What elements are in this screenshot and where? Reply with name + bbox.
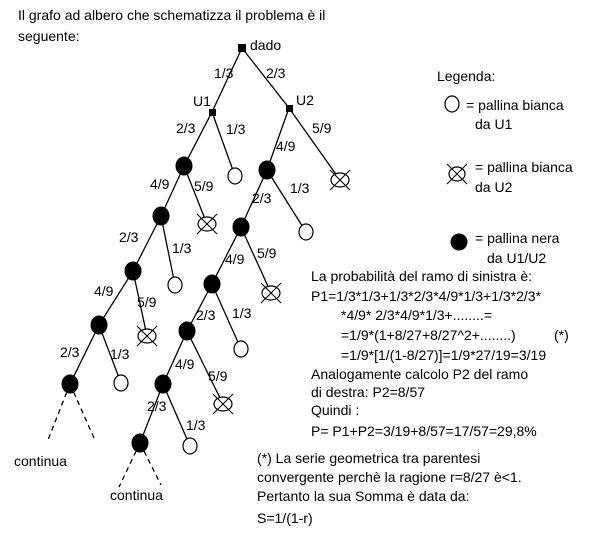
black-ball [176, 157, 192, 175]
explanation [311, 268, 569, 439]
white-ball-u2 [137, 326, 157, 346]
legend-item3-line2: da U1/U2 [487, 250, 547, 266]
explanation-line: =1/9*[1/(1-8/27)]=1/9*27/19=3/19 [341, 347, 547, 363]
edge-label: 2/3 [266, 65, 286, 81]
black-ball [153, 207, 169, 225]
edge-label: 4/9 [94, 283, 114, 299]
edge-label: 1/3 [232, 305, 252, 321]
edge-label: 1/3 [110, 346, 130, 362]
legend-white-ball-u2 [447, 164, 467, 184]
black-ball [179, 322, 195, 340]
edge-labels [60, 65, 332, 433]
white-ball-u1 [228, 168, 242, 184]
footnote-line: S=1/(1-r) [257, 510, 313, 526]
edge-label: 5/9 [137, 294, 157, 310]
edge-label: 5/9 [312, 120, 332, 136]
edge-label: 1/3 [290, 180, 310, 196]
legend-item2-line1: = pallina bianca [475, 159, 573, 175]
edge-label: 2/3 [119, 229, 139, 245]
edge-label: 4/9 [175, 356, 195, 372]
footnote [257, 450, 522, 526]
legend-black-ball [451, 234, 467, 250]
legend-item1-line1: = pallina bianca [466, 97, 564, 113]
edge-label: 2/3 [60, 344, 80, 360]
edge-label: 5/9 [257, 245, 277, 261]
explanation-line: Quindi : [311, 402, 360, 418]
legend-title: Legenda: [437, 68, 496, 84]
intro-line-2: seguente: [18, 28, 80, 44]
legend-item2-line2: da U2 [475, 179, 513, 195]
white-ball-u2 [261, 283, 281, 303]
black-ball [259, 161, 275, 179]
white-ball-u1 [168, 277, 182, 293]
u1-label: U1 [193, 93, 211, 109]
white-ball-u1 [114, 375, 128, 391]
black-ball [91, 316, 107, 334]
root-node [238, 44, 246, 52]
intro-line-1: Il grafo ad albero che schematizza il problema è il [18, 7, 326, 23]
legend-item3-line1: = pallina nera [475, 230, 560, 246]
legend [437, 68, 573, 266]
black-ball [233, 218, 249, 236]
continua-right-label: continua [110, 487, 163, 503]
white-ball-u2 [330, 170, 350, 190]
footnote-line: convergente perchè la ragione r=8/27 è<1. [257, 469, 522, 485]
black-ball [132, 434, 148, 452]
edge-label: 2/3 [196, 307, 216, 323]
white-ball-u2 [213, 394, 233, 414]
black-ball [125, 262, 141, 280]
legend-item1-line2: da U1 [475, 116, 513, 132]
explanation-result: P= P1+P2=3/19+8/57=17/57=29,8% [311, 423, 537, 439]
black-ball [62, 375, 78, 393]
footnote-line: (*) La serie geometrica tra parentesi [257, 450, 481, 466]
u1-node [209, 109, 216, 116]
edge-label: 1/3 [214, 65, 234, 81]
legend-white-ball-u1 [445, 96, 459, 112]
explanation-footnote-mark: (*) [554, 327, 569, 343]
edge-label: 1/3 [226, 121, 246, 137]
explanation-line: P1=1/3*1/3+1/3*2/3*4/9*1/3+1/3*2/3* [311, 288, 542, 304]
edge-r5-white [163, 384, 190, 446]
edge-label: 2/3 [252, 190, 272, 206]
explanation-line: La probabilità del ramo di sinistra è: [311, 268, 533, 284]
u2-node [286, 105, 293, 112]
edge-label: 4/9 [276, 138, 296, 154]
edge-label: 1/3 [172, 240, 192, 256]
white-ball-u2 [197, 214, 217, 234]
edge-u2-white [289, 108, 340, 180]
edge-label: 2/3 [176, 120, 196, 136]
edge-label: 4/9 [150, 176, 170, 192]
black-ball [204, 275, 220, 293]
white-ball-u1 [183, 438, 197, 454]
edge-label: 4/9 [225, 251, 245, 267]
edge-label: 2/3 [147, 398, 167, 414]
white-ball-u1 [299, 224, 313, 240]
black-ball [155, 375, 171, 393]
root-label: dado [250, 37, 282, 53]
explanation-line: =1/9*(1+8/27+8/27^2+........) [341, 327, 516, 343]
continua-left-label: continua [14, 453, 67, 469]
explanation-line: di destra: P2=8/57 [311, 384, 426, 400]
edge-label: 5/9 [194, 178, 214, 194]
u2-label: U2 [296, 92, 314, 108]
explanation-line: *4/9* 2/3*4/9*1/3+........= [341, 307, 492, 323]
explanation-line: Analogamente calcolo P2 del ramo [311, 366, 529, 382]
white-ball-u1 [234, 341, 248, 357]
edge-label: 5/9 [208, 368, 228, 384]
edge-label: 1/3 [186, 417, 206, 433]
footnote-line: Pertanto la sua Somma è data da: [257, 488, 470, 504]
